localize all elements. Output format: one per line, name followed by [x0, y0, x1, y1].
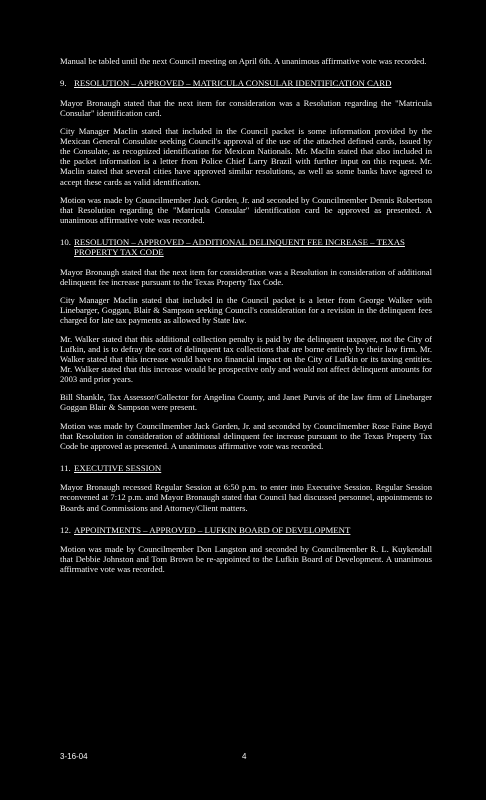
- section-11-paragraph-1: Mayor Bronaugh recessed Regular Session at 6:50 p.m. to enter into Executive Session. Regular Session reconvened at 7:12 p.m. and Mayor Bronaugh stated that Council had discussed personnel, appointments to Boards and Commissions and Attorney/Client matters.: [60, 482, 432, 513]
- section-10-paragraph-5: Motion was made by Councilmember Jack Gorden, Jr. and seconded by Councilmember Rose Faine Boyd that Resolution in consideration of additional delinquent fee increase pursuant to the Texas Property Tax Code be approved as presented. A unanimous affirmative vote was recorded.: [60, 420, 432, 451]
- section-12-number: 12.: [60, 524, 71, 535]
- intro-paragraph: Manual be tabled until the next Council meeting on April 6th. A unanimous affirmative vote was recorded.: [60, 56, 427, 66]
- section-10-paragraph-3: Mr. Walker stated that this additional collection penalty is paid by the delinquent taxpayer, not the City of Lufkin, and is to defray the cost of delinquent tax collections that are borne entirely by their law firm. Mr. Walker stated that this increase would have no financial impact on the City of Lufkin or its taxing entities. Mr. Walker stated that this increase would be prospective only and would not affect delinquent amounts for 2003 and prior years.: [60, 333, 432, 385]
- section-9-number: 9.: [60, 78, 67, 89]
- section-12-paragraph-1: Motion was made by Councilmember Don Langston and seconded by Councilmember R. L. Kuykendall that Debbie Johnston and Tom Brown be re-appointed to the Lufkin Board of Development. A unanimous affirmative vote was recorded.: [60, 544, 432, 575]
- section-10-paragraph-4: Bill Shankle, Tax Assessor/Collector for Angelina County, and Janet Purvis of the law firm of Linebarger Goggan Blair & Sampson were present.: [60, 392, 432, 413]
- section-12-heading: [60, 525, 432, 535]
- section-10-heading: [60, 237, 432, 258]
- section-10-paragraph-1: Mayor Bronaugh stated that the next item for consideration was a Resolution in consideration of additional delinquent fee increase pursuant to the Texas Property Tax Code.: [60, 266, 432, 287]
- page-number: 4: [242, 752, 247, 761]
- section-9-paragraph-1: Mayor Bronaugh stated that the next item for consideration was a Resolution regarding the "Matricula Consular" identification card.: [60, 97, 432, 118]
- section-11-title: EXECUTIVE SESSION: [74, 462, 162, 473]
- section-10-number: 10.: [60, 237, 71, 248]
- minutes-body: [60, 56, 432, 583]
- section-9-heading: [60, 78, 432, 88]
- section-9-paragraph-2: City Manager Maclin stated that included in the Council packet is some information provided by the Mexican General Consulate seeking Council's approval of the use of the attached defined cards, issued by the Consulate, as recognized identification for Mexican Nationals. Mr. Maclin stated that also included in the packet information is a letter from Police Chief Larry Brazil with further input on this request. Mr. Maclin stated that several cities have approved similar resolutions, as well as some banks have agreed to accept these cards as valid identification.: [60, 125, 432, 187]
- section-12-title: APPOINTMENTS – APPROVED – LUFKIN BOARD OF DEVELOPMENT: [74, 524, 351, 535]
- section-9-title: RESOLUTION – APPROVED – MATRICULA CONSULAR IDENTIFICATION CARD: [74, 78, 392, 89]
- footer-date: 3-16-04: [60, 752, 88, 761]
- section-10-title: RESOLUTION – APPROVED – ADDITIONAL DELINQUENT FEE INCREASE – TEXAS PROPERTY TAX CODE: [74, 237, 405, 258]
- section-10-paragraph-2: City Manager Maclin stated that included in the Council packet is a letter from George Walker with Linebarger, Goggan, Blair & Sampson seeking Council's consideration for a revision in the delinquent fees charged for late tax payments as allowed by State law.: [60, 295, 432, 326]
- section-9-paragraph-3: Motion was made by Councilmember Jack Gorden, Jr. and seconded by Councilmember Dennis Robertson that Resolution regarding the "Matricula Consular" identification card be approved as presented. A unanimous affirmative vote was recorded.: [60, 194, 432, 225]
- section-11-number: 11.: [60, 462, 71, 473]
- section-11-heading: [60, 463, 432, 473]
